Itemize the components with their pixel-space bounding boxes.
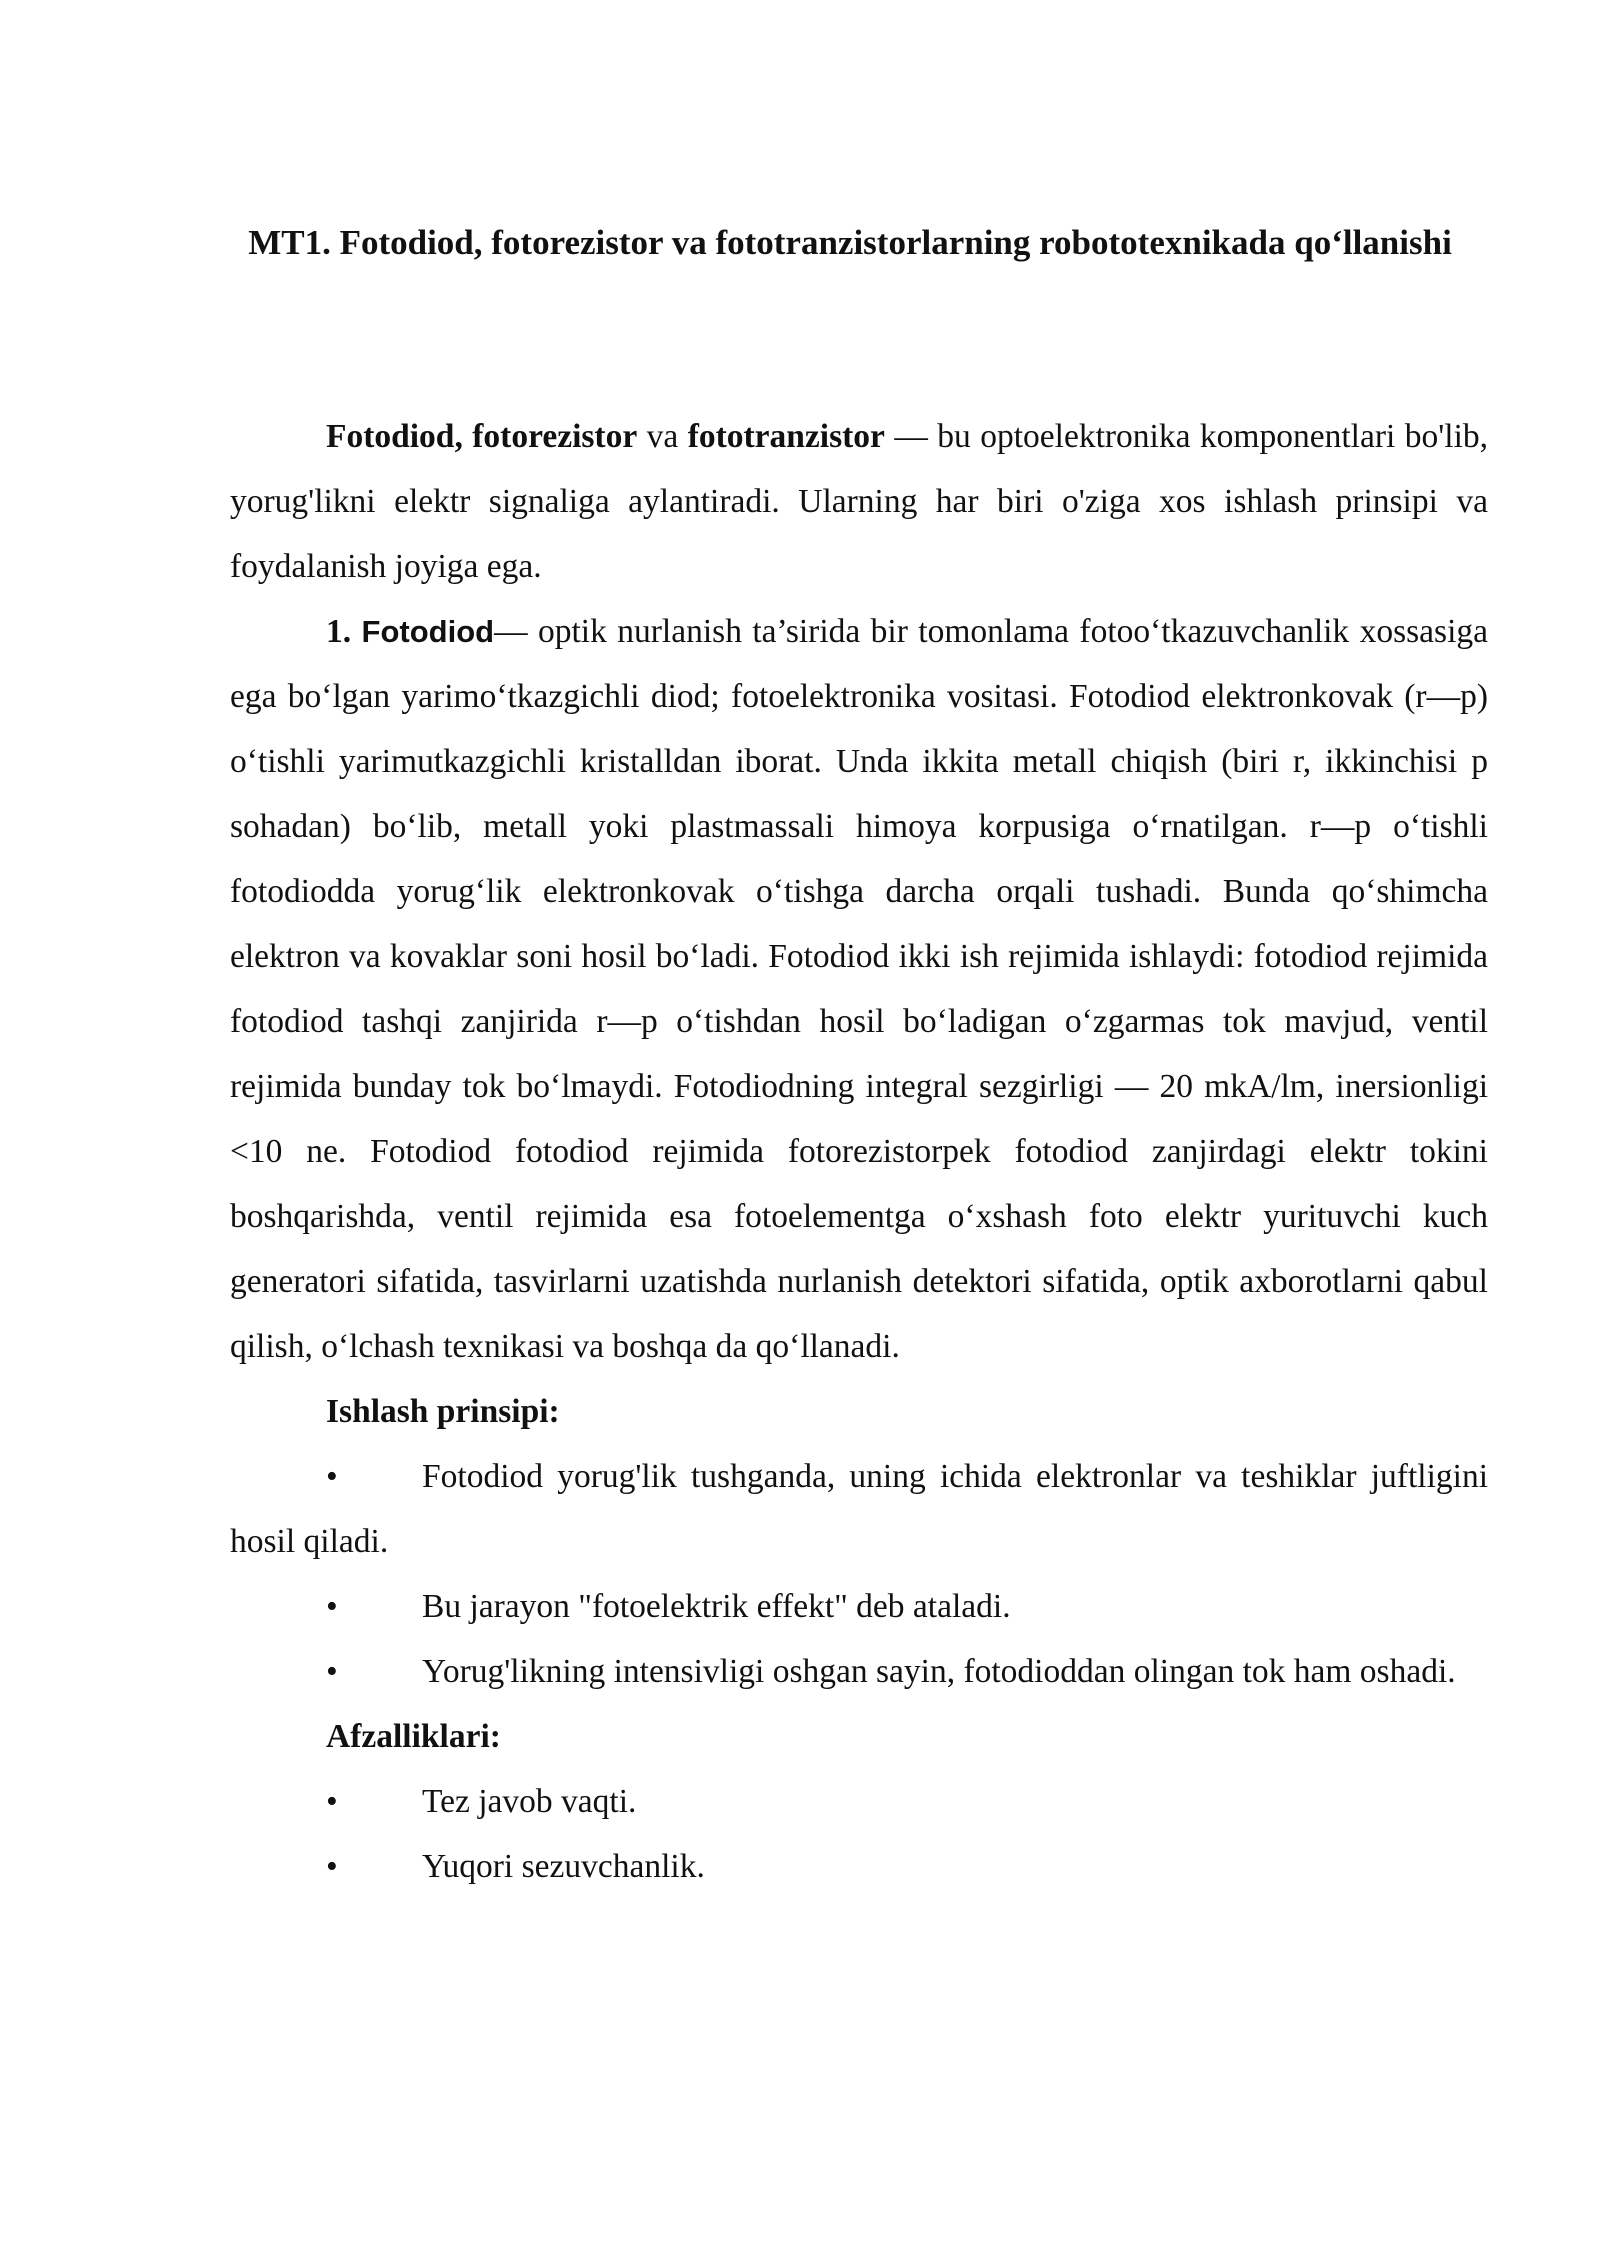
- list-item: [230, 1769, 1488, 1834]
- intro-conjunction: va: [646, 418, 679, 455]
- section-text: — optik nurlanish ta’sirida bir tomonlama fotoo‘tkazuvchanlik xossasiga ega bo‘lgan yarimo‘tkazgichli diod; fotoelektronika vositasi. Fotodiod elektronkovak (r—p) o‘tishli yarimutkazgichli kristalldan iborat. Unda ikkita metall chiqish (biri r, ikkinchisi p sohadan) bo‘lib, metall yoki plastmassali himoya korpusiga o‘rnatilgan. r—p o‘tishli fotodiodda yorug‘lik elektronkovak o‘tishga darcha orqali tushadi. Bunda qo‘shimcha elektron va kovaklar soni hosil bo‘ladi. Fotodiod ikki ish rejimida ishlaydi: fotodiod rejimida fotodiod tashqi zanjirida r—p o‘tishdan hosil bo‘ladigan o‘zgarmas tok mavjud, ventil rejimida bunday tok bo‘lmaydi. Fotodiodning integral sezgirligi — 20 mkA/lm, inersionligi <10 ne. Fotodiod fotodiod rejimida fotorezistorpek fotodiod zanjirdagi elektr tokini boshqarishda, ventil rejimida esa fotoelementga o‘xshash foto elektr yurituvchi kuch generatori sifatida, tasvirlarni uzatishda nurlanish detektori sifatida, optik axborotlarni qabul qilish, o‘lchash texnikasi va boshqa da qo‘llanadi.: [230, 613, 1488, 1365]
- list-item-text: Fotodiod yorug'lik tushganda, uning ichida elektronlar va teshiklar juftligini hosil qiladi.: [230, 1458, 1488, 1560]
- list-item: [230, 1574, 1488, 1639]
- list-item: [230, 1639, 1488, 1704]
- section-fotodiod-paragraph: [230, 599, 1488, 1379]
- principle-heading: Ishlash prinsipi:: [326, 1393, 560, 1430]
- list-item-text: Tez javob vaqti.: [422, 1783, 637, 1820]
- intro-term-fotodiod: Fotodiod,: [326, 418, 463, 455]
- intro-term-fototranzistor: fototranzistor: [687, 418, 885, 455]
- bullet-icon: •: [326, 1783, 338, 1820]
- section-term: Fotodiod: [361, 614, 495, 649]
- bullet-icon: •: [326, 1653, 338, 1690]
- intro-paragraph: [230, 404, 1488, 599]
- list-item: [230, 1444, 1488, 1574]
- intro-text: — bu optoelektronika komponentlari bo'lib, yorug'likni elektr signaliga aylantiradi. Ularning har biri o'ziga xos ishlash prinsipi va foydalanish joyiga ega.: [230, 418, 1488, 585]
- list-item-text: Bu jarayon "fotoelektrik effekt" deb ataladi.: [422, 1588, 1011, 1625]
- section-number: 1.: [326, 613, 352, 650]
- list-item: [230, 1834, 1488, 1899]
- bullet-icon: •: [326, 1588, 338, 1625]
- document-body: [230, 404, 1488, 1899]
- list-item-text: Yuqori sezuvchanlik.: [422, 1848, 705, 1885]
- intro-term-fotorezistor: fotorezistor: [472, 418, 638, 455]
- document-title: MT1. Fotodiod, fotorezistor va fototranzistorlarning robototexnikada qo‘llanishi: [248, 223, 1452, 262]
- advantages-heading: Afzalliklari:: [326, 1718, 501, 1755]
- bullet-icon: •: [326, 1458, 338, 1495]
- list-item-text: Yorug'likning intensivligi oshgan sayin, fotodioddan olingan tok ham oshadi.: [422, 1653, 1456, 1690]
- bullet-icon: •: [326, 1848, 338, 1885]
